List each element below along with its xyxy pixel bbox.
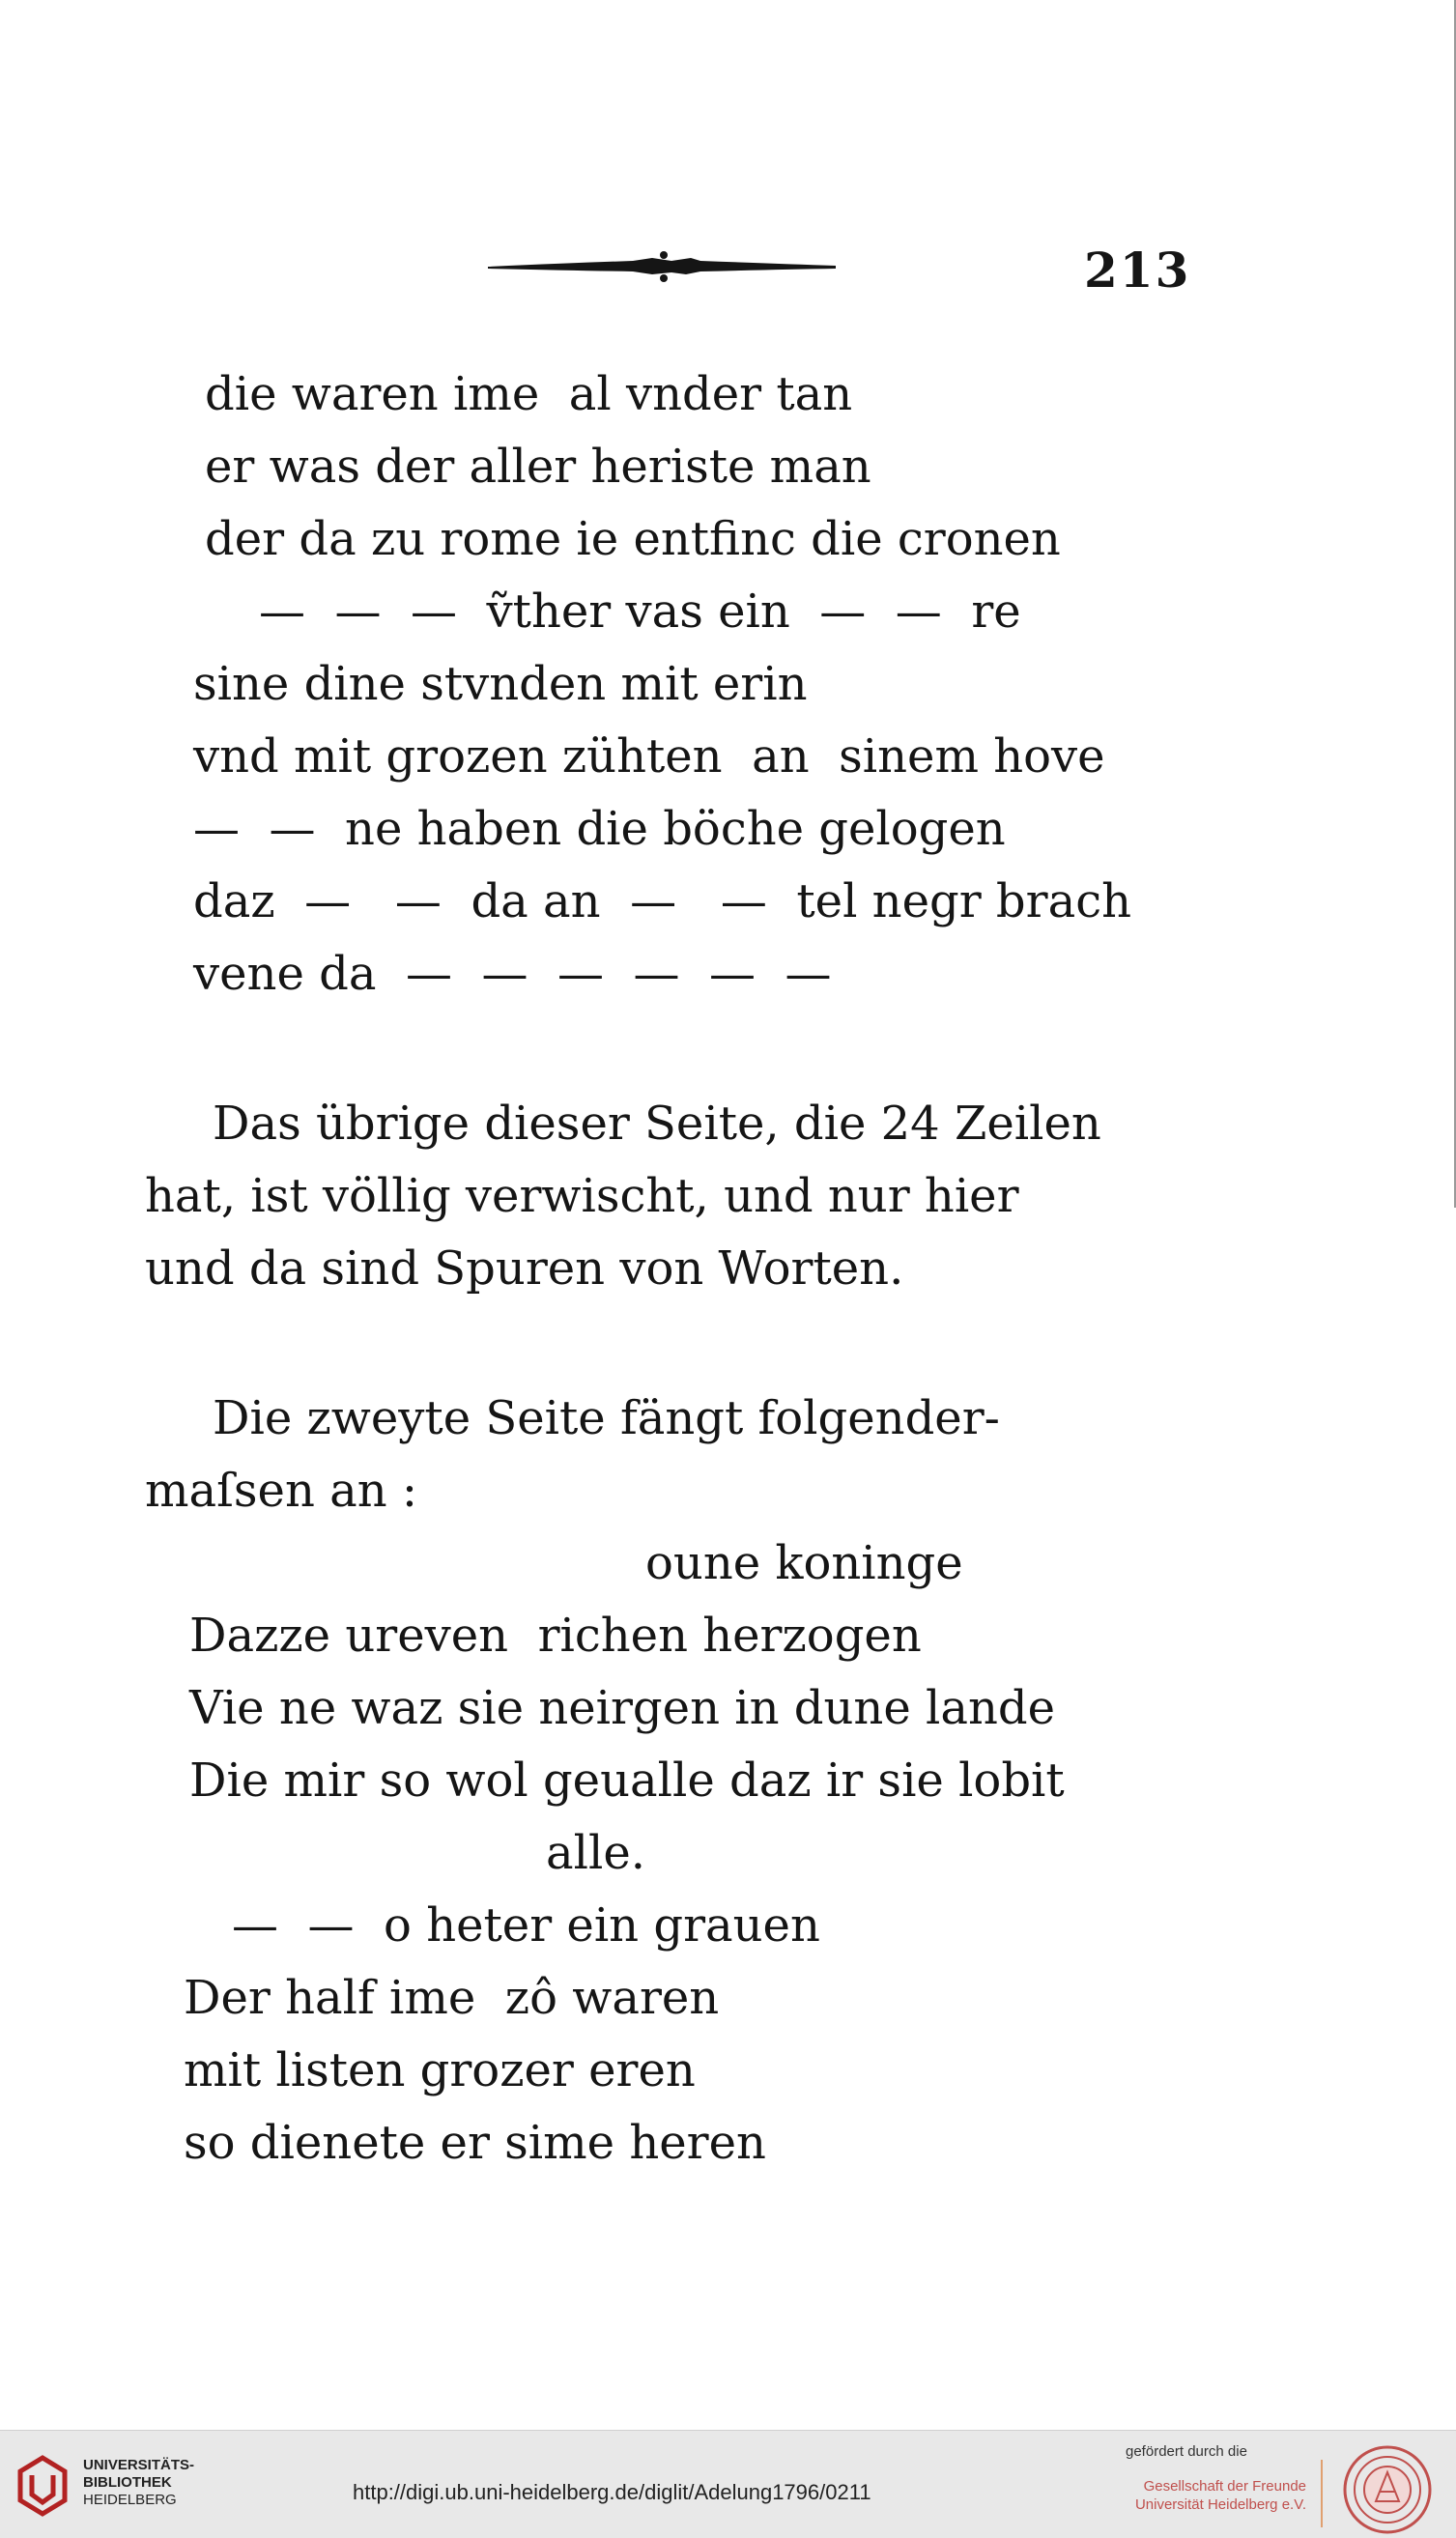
- verse-line: sine dine stvnden mit erin: [193, 657, 808, 711]
- verse-line: der da zu rome ie entfinc die cronen: [205, 512, 1061, 566]
- verse-line: die waren ime al vnder tan: [205, 367, 853, 421]
- library-name-line: UNIVERSITÄTS-: [83, 2457, 195, 2473]
- footer-bar: [0, 2430, 1456, 2538]
- verse-line: oune koninge: [645, 1536, 963, 1590]
- permalink-url[interactable]: http://digi.ub.uni-heidelberg.de/diglit/Adelung1796/0211: [353, 2480, 871, 2504]
- sponsor-name[interactable]: [1132, 2477, 1306, 2514]
- verse-line: er was der aller heriste man: [205, 440, 871, 494]
- library-logo-icon: [14, 2454, 71, 2518]
- verse-line: daz — — da an — — tel negr brach: [193, 874, 1132, 928]
- library-name-line: BIBLIOTHEK: [83, 2474, 172, 2491]
- verse-line: — — — ṽther vas ein — — re: [259, 585, 1021, 639]
- note-line: hat, ist völlig verwischt, und nur hier: [145, 1169, 1019, 1223]
- sponsor-name-line: Gesellschaft der Freunde: [1143, 2478, 1306, 2495]
- note-line: Das übrige dieser Seite, die 24 Zeilen: [213, 1097, 1101, 1151]
- verse-line: mit listen grozer eren: [184, 2043, 696, 2097]
- verse-line: Der half ime zô waren: [184, 1971, 720, 2025]
- sponsor-label: gefördert durch die: [1126, 2443, 1247, 2460]
- library-name: [83, 2457, 194, 2509]
- verse-line: alle.: [546, 1826, 645, 1880]
- verse-line: — — ne haben die böche gelogen: [193, 802, 1006, 856]
- verse-line: vene da — — — — — —: [193, 947, 832, 1001]
- intro-line: Die zweyte Seite fängt folgender-: [213, 1391, 1000, 1445]
- header-rule-ornament: [488, 249, 836, 284]
- verse-line: Dazze ureven richen herzogen: [189, 1609, 922, 1663]
- university-seal-icon: [1341, 2443, 1434, 2536]
- verse-line: so dienete er sime heren: [184, 2116, 766, 2170]
- note-line: und da sind Spuren von Worten.: [145, 1241, 904, 1296]
- verse-line: Die mir so wol geualle daz ir sie lobit: [189, 1754, 1065, 1808]
- sponsor-name-line: Universität Heidelberg e.V.: [1134, 2496, 1306, 2513]
- intro-line: maſsen an :: [145, 1464, 418, 1518]
- verse-line: vnd mit grozen zühten an sinem hove: [193, 729, 1105, 784]
- verse-line: — — o heter ein grauen: [232, 1898, 820, 1953]
- library-name-line: HEIDELBERG: [83, 2492, 177, 2508]
- page-number: 213: [1084, 242, 1191, 299]
- sponsor-divider: [1321, 2460, 1323, 2527]
- verse-line: Vie ne waz sie neirgen in dune lande: [189, 1681, 1055, 1735]
